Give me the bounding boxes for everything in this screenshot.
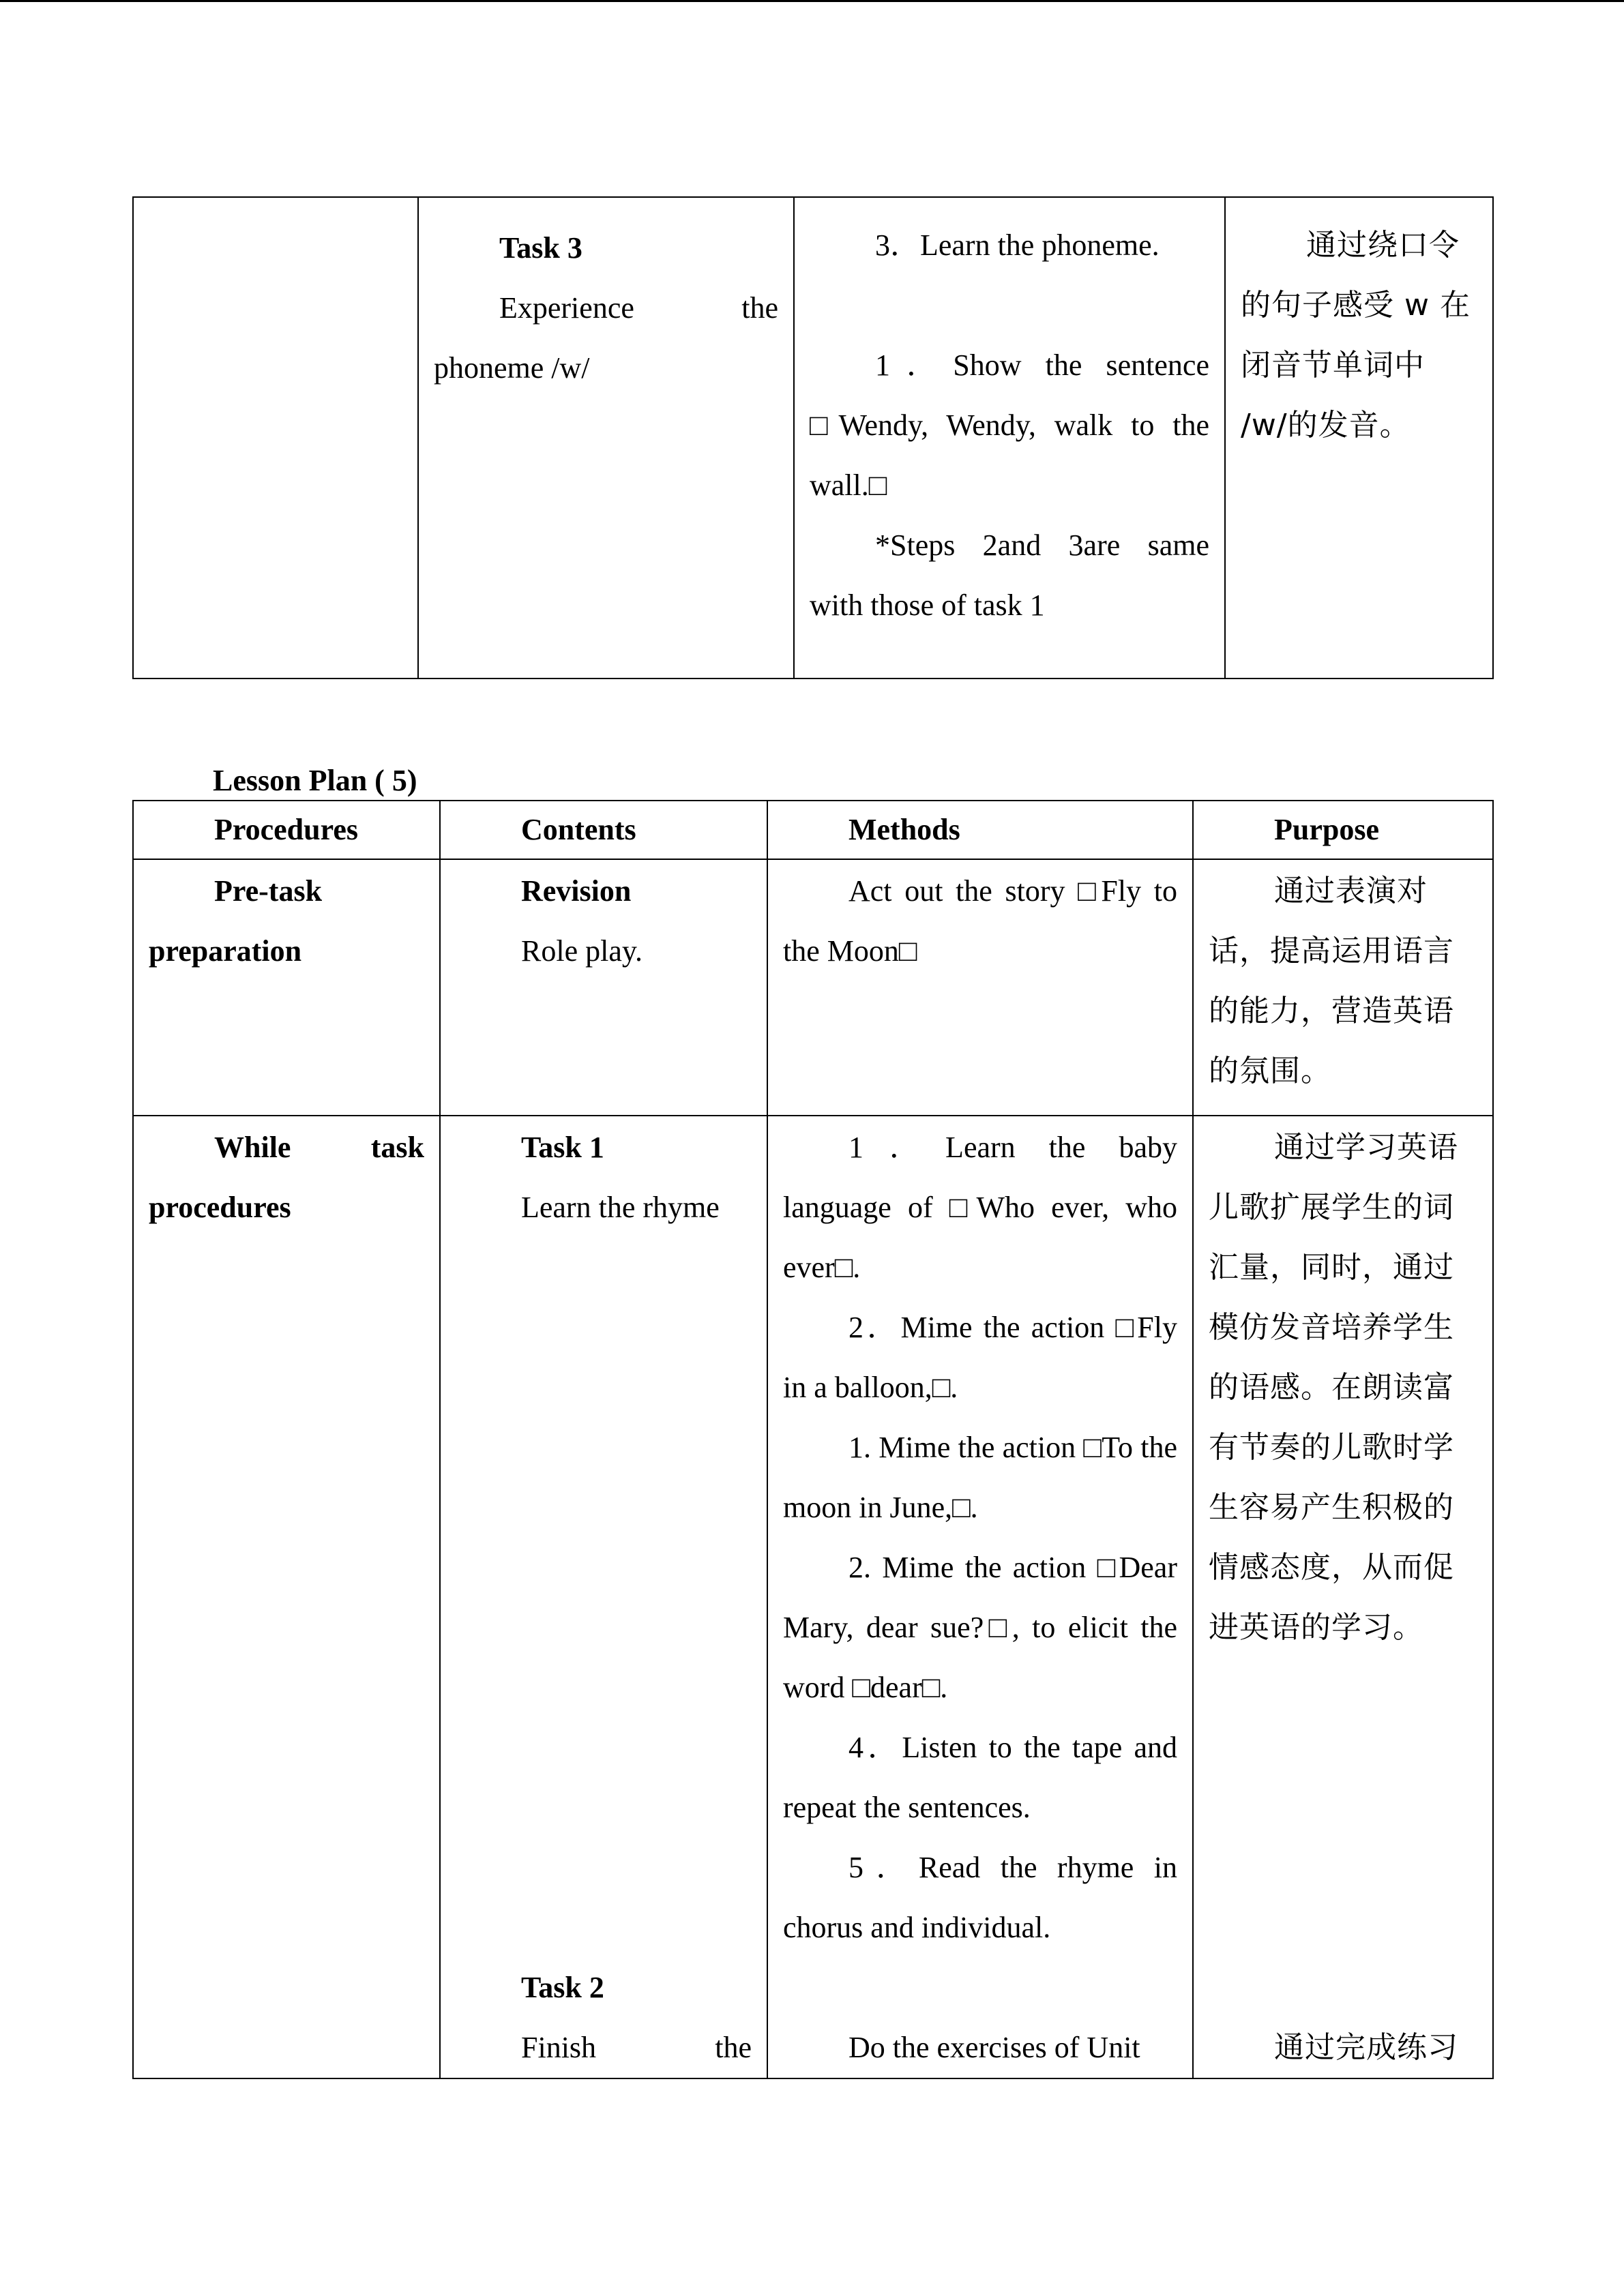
task3-content-cell xyxy=(418,197,794,679)
header-methods: Methods xyxy=(848,813,960,846)
task1-method-3: 1. Mime the action □To the moon in June,□. xyxy=(783,1431,1177,1524)
while-task-label-2: procedures xyxy=(149,1191,291,1224)
pre-task-method: Act out the story □Fly to the Moon□ xyxy=(783,874,1177,968)
task3-purpose: 通过绕口令的句子感受 w 在闭音节单词中 /w/的发音。 xyxy=(1241,228,1471,443)
lesson-plan-table xyxy=(132,800,1494,2079)
header-row xyxy=(133,801,1493,859)
pre-task-row xyxy=(133,859,1493,1116)
task1-title: Task 1 xyxy=(521,1131,604,1164)
task1-method-2: 2．Mime the action □Fly in a balloon,□. xyxy=(783,1311,1177,1404)
task1-method-6: 5．Read the rhyme in chorus and individual. xyxy=(783,1851,1177,1944)
task3-methods-cell xyxy=(794,197,1225,679)
header-procedures: Procedures xyxy=(214,813,358,846)
while-task-row xyxy=(133,1116,1493,2078)
task1-purpose: 通过学习英语儿歌扩展学生的词汇量，同时，通过模仿发音培养学生的语感。在朗读富有节奏的儿歌时学生容易产生积极的情感态度，从而促进英语的学习。 xyxy=(1209,1130,1458,1645)
lesson-plan-title: Lesson Plan ( 5) xyxy=(213,764,417,797)
task3-content-line2: phoneme /w/ xyxy=(434,351,590,385)
task3-method-3: *Steps 2and 3are same with those of task 1 xyxy=(810,528,1209,622)
header-contents: Contents xyxy=(521,813,636,846)
revision-title: Revision xyxy=(521,874,632,908)
while-task-label-1: While task xyxy=(214,1131,424,1164)
continuation-table xyxy=(132,196,1494,679)
task2-purpose: 通过完成练习 xyxy=(1274,2030,1458,2065)
task3-method-2: 1．Show the sentence □Wendy, Wendy, walk to the wall.□ xyxy=(810,348,1209,502)
task3-purpose-cell xyxy=(1225,197,1493,679)
pre-task-purpose: 通过表演对话，提高运用语言的能力，营造英语的氛围。 xyxy=(1209,874,1454,1088)
task2-title: Task 2 xyxy=(521,1971,604,2004)
task1-text: Learn the rhyme xyxy=(521,1191,720,1224)
task2-method: Do the exercises of Unit xyxy=(848,2031,1140,2064)
task3-method-1: 3．Learn the phoneme. xyxy=(875,228,1160,262)
page-top-border xyxy=(0,0,1624,2)
revision-text: Role play. xyxy=(521,934,643,968)
header-purpose: Purpose xyxy=(1274,813,1379,846)
task1-method-5: 4．Listen to the tape and repeat the sentences. xyxy=(783,1731,1177,1824)
task3-label: Task 3 xyxy=(499,231,582,265)
pre-task-label-1: Pre-task xyxy=(214,874,323,908)
task1-method-1: 1．Learn the baby language of □Who ever, who ever□. xyxy=(783,1131,1177,1284)
task2-text: Finish the xyxy=(521,2031,752,2064)
task1-method-4: 2. Mime the action □Dear Mary, dear sue?□, to elicit the word □dear□. xyxy=(783,1551,1177,1704)
task3-content-line1: Experience the xyxy=(499,291,778,325)
pre-task-label-2: preparation xyxy=(149,934,302,968)
procedure-cell-empty xyxy=(133,197,418,679)
